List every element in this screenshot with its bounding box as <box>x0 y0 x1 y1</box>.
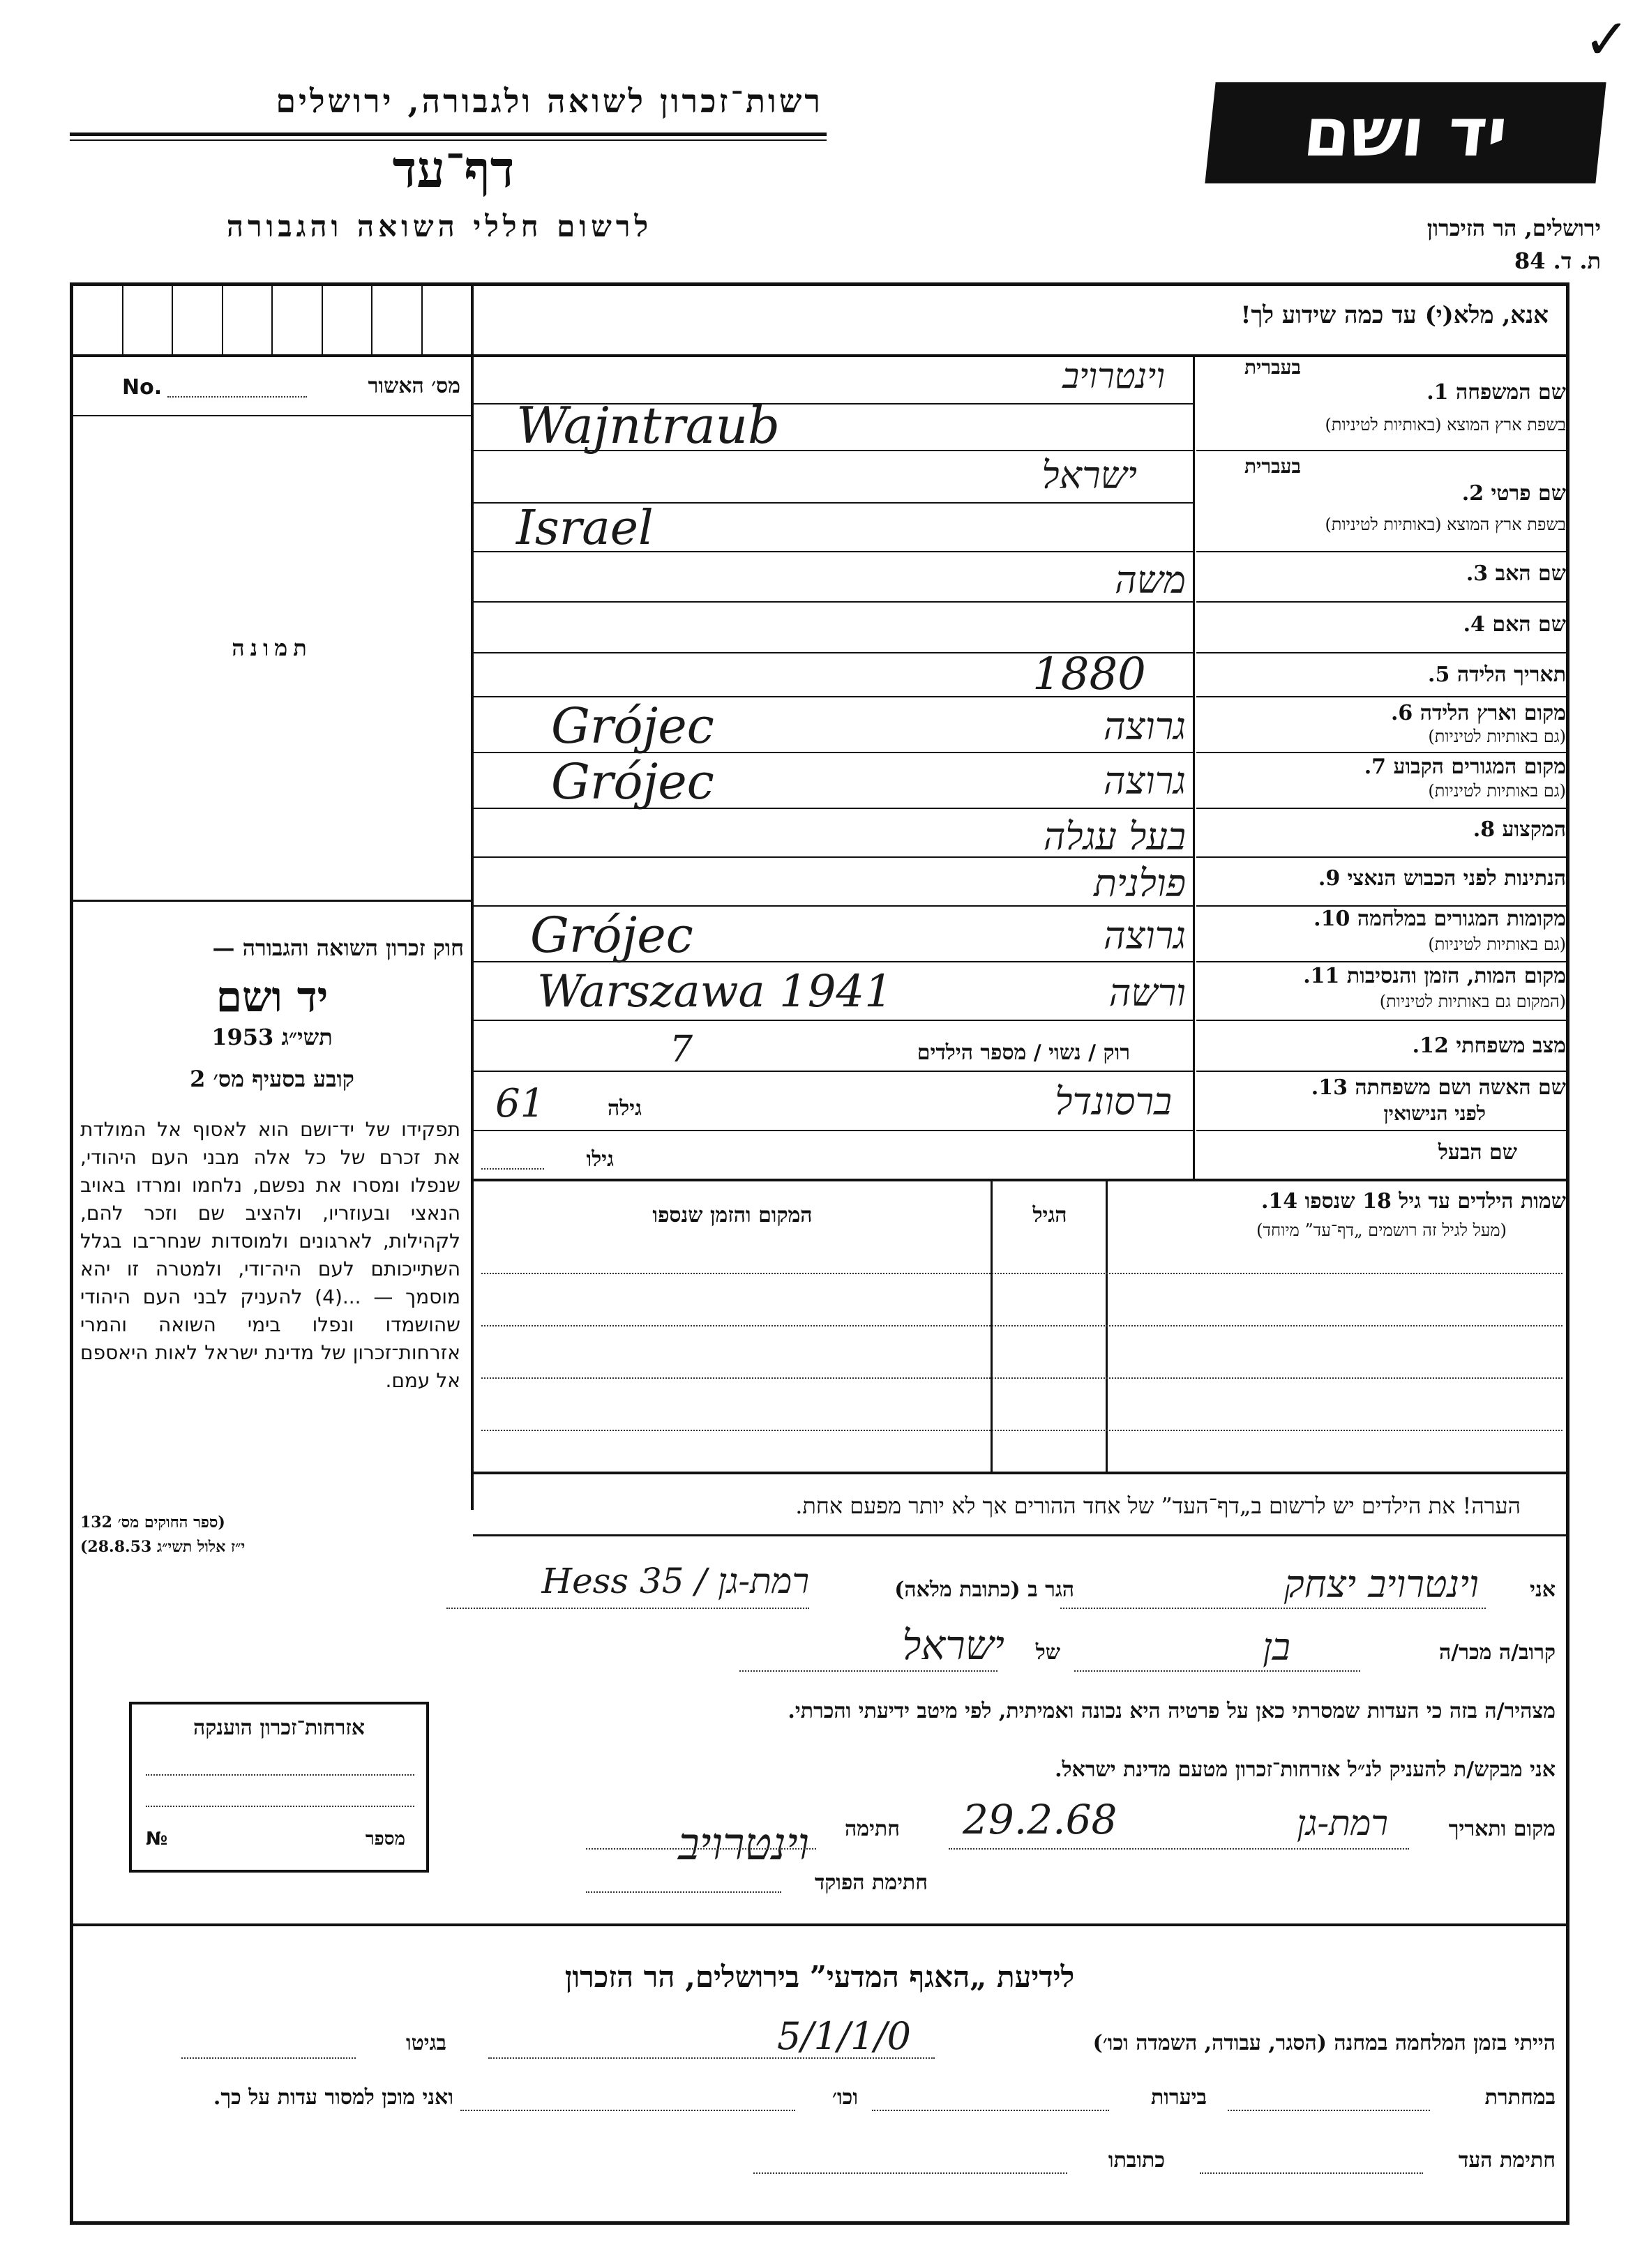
value-rule-11 <box>473 1020 1193 1021</box>
children-row-4[interactable] <box>481 1430 1563 1431</box>
footer-etc-label: וכו׳ <box>832 2085 858 2110</box>
children-top-rule <box>473 1179 1566 1181</box>
approval-no-label: No. <box>122 375 163 400</box>
family-name-hebrew[interactable]: וינטרויב <box>1062 356 1165 396</box>
decl-signature-label: חתימה <box>845 1817 900 1841</box>
row-rule-12 <box>1196 1071 1566 1072</box>
decl-of-label: של <box>1035 1640 1060 1665</box>
decl-place-date-line <box>949 1848 1409 1850</box>
decl-i-value[interactable]: וינטרויב יצחק <box>1283 1562 1479 1606</box>
row-rule-11 <box>1196 1020 1566 1021</box>
death-place-hebrew[interactable]: ורשה <box>1108 971 1186 1015</box>
row-rule-3 <box>1196 601 1566 603</box>
row-rule-10 <box>1196 961 1566 962</box>
children-label: שמות הילדים עד גיל 18 שנספו 14. <box>1260 1189 1566 1214</box>
row-rule-1 <box>1196 450 1566 451</box>
birth-date[interactable]: 1880 <box>1032 649 1146 700</box>
row-rule-7 <box>1196 808 1566 809</box>
photo-bottom-rule <box>73 900 471 902</box>
yad-vashem-logo <box>1205 82 1606 183</box>
birth-place-hebrew[interactable]: גרוצה <box>1103 704 1186 748</box>
row-rule-4 <box>1196 652 1566 653</box>
footer-witness-sig-label: חתימת העד <box>1458 2148 1556 2172</box>
decl-officer-label: חתימת הפוקד <box>814 1870 928 1895</box>
field-10-label: מקומות המגורים במלחמה 10. <box>1313 907 1566 931</box>
wife-age[interactable]: 61 <box>495 1081 545 1126</box>
note-text: הערה! את הילדים יש לרשום ב„דף־העד” של אחד ההורים אך לא יותר מפעם אחת. <box>795 1492 1521 1519</box>
approval-rule <box>73 415 471 416</box>
children-row-3[interactable] <box>481 1377 1563 1379</box>
decl-of-value[interactable]: ישראל <box>902 1621 1004 1669</box>
value-rule-12 <box>473 1071 1193 1072</box>
decl-statement-1: מצהיר/ה בזה כי העדות שמסרתי כאן על פרטיה היא נכונה ואמיתית, לפי מיטב ידיעתי והכרתי. <box>788 1699 1556 1723</box>
wife-name[interactable]: ברסונדל <box>1055 1080 1172 1124</box>
row-rule-8 <box>1196 856 1566 858</box>
approval-label: מס׳ האשור <box>368 374 460 398</box>
label-column-divider <box>1193 356 1195 1179</box>
decl-date-value[interactable]: 29.2.68 <box>963 1796 1117 1843</box>
row-rule-2 <box>1196 551 1566 552</box>
first-name-hebrew[interactable]: ישראל <box>1041 453 1137 497</box>
family-name-latin[interactable]: Wajntraub <box>516 396 781 455</box>
field-11-sub: (המקום גם באותיות לטיניות) <box>1379 992 1566 1011</box>
footer-heading: לידיעת „האגף המדעי” בירושלים, הר הזכרון <box>564 1960 1075 1994</box>
field-9-label: הנתינות לפני הכבוש הנאצי 9. <box>1318 866 1566 891</box>
decl-place-value[interactable]: רמת-גן <box>1297 1803 1388 1843</box>
citizenship[interactable]: פולנית <box>1093 861 1186 905</box>
residence-hebrew[interactable]: גרוצה <box>1103 759 1186 803</box>
father-name[interactable]: משה <box>1115 558 1186 602</box>
field-6-sub: (גם באותיות לטיניות) <box>1428 727 1566 746</box>
field-7-sub: (גם באותיות לטיניות) <box>1428 781 1566 801</box>
address-line: ירושלים, הר הזיכרון <box>1426 215 1601 241</box>
decl-signature-value[interactable]: וינטרויב <box>677 1819 809 1870</box>
footer-etc-line[interactable] <box>460 2110 795 2111</box>
decl-relative-value[interactable]: בן <box>1263 1625 1290 1669</box>
citizenship-no-label: № <box>146 1829 168 1850</box>
code-boxes <box>73 286 471 356</box>
footer-ghetto-line[interactable] <box>181 2057 356 2059</box>
decl-relative-line <box>1074 1670 1360 1672</box>
footer-address-line[interactable] <box>753 2172 1067 2174</box>
field-1-hebrew-tag: בעברית <box>1244 356 1301 379</box>
org-line: רשות־זכרון לשואה ולגבורה, ירושלים <box>276 82 823 120</box>
field-2-sub: בשפת ארץ המוצא (באותיות לטיניות) <box>1325 515 1566 534</box>
decl-officer-line <box>586 1891 781 1893</box>
decl-signature-line <box>586 1848 816 1850</box>
children-row-1[interactable] <box>481 1273 1563 1274</box>
death-place-latin[interactable]: Warszawa 1941 <box>537 966 893 1018</box>
form-subtitle: לרשום חללי השואה והגבורה <box>226 209 653 243</box>
photo-label: תמונה <box>232 635 313 661</box>
profession[interactable]: בעל עגלה <box>1043 815 1186 859</box>
field-13-sub: לפני הנישואין <box>1383 1102 1486 1125</box>
marital-status-options: רוק / נשוי / מספר הילדים <box>917 1041 1130 1065</box>
field-2-hebrew-tag: בעברית <box>1244 455 1301 478</box>
field-1-sub: בשפת ארץ המוצא (באותיות לטיניות) <box>1325 415 1566 434</box>
po-box: ת. ד. 84 <box>1514 248 1601 274</box>
children-row-2[interactable] <box>481 1325 1563 1326</box>
footer-top-rule <box>73 1923 1566 1926</box>
law-name: יד ושם <box>216 973 329 1022</box>
decl-of-line <box>739 1670 997 1672</box>
field-2-label: שם פרטי 2. <box>1461 481 1566 506</box>
footer-ghetto-label: בגיטו <box>405 2031 446 2055</box>
children-bottom-rule <box>473 1472 1566 1474</box>
husband-age-field[interactable] <box>481 1168 544 1170</box>
decl-address-line <box>446 1608 809 1609</box>
footer-address-label: כתובתו <box>1108 2148 1165 2172</box>
field-13-label: שם האשה ושם משפחתה 13. <box>1311 1075 1566 1100</box>
top-row-rule <box>73 354 1566 357</box>
header-rule-1 <box>70 133 827 136</box>
children-count[interactable]: 7 <box>670 1029 693 1071</box>
law-year: תשי״ג 1953 <box>211 1024 333 1050</box>
field-12-label: מצב משפחתי 12. <box>1412 1034 1566 1058</box>
approval-number-field[interactable] <box>167 396 307 398</box>
footer-ready-label: ואני מוכן למסור עדות על כך. <box>213 2085 453 2110</box>
field-6-label: מקום וארץ הלידה 6. <box>1390 701 1566 725</box>
citizenship-title: אזרחות־זכרון הוענקה <box>193 1716 366 1740</box>
footer-forests-line[interactable] <box>872 2110 1109 2111</box>
law-ref-2: י״ז אלול תשי״ג 28.8.53) <box>80 1538 246 1556</box>
wife-age-label: גילה <box>607 1096 642 1121</box>
footer-camp-line <box>488 2057 935 2059</box>
decl-i-line <box>1060 1608 1486 1609</box>
decl-statement-2: אני מבקש/ת להעניק לנ״ל אזרחות־זכרון מטעם מדינת ישראל. <box>1055 1757 1556 1782</box>
war-residence-latin[interactable]: Grójec <box>530 907 693 964</box>
value-rule-13 <box>473 1130 1193 1131</box>
citizenship-box <box>129 1702 429 1873</box>
citizenship-number-label: מספר <box>365 1829 405 1850</box>
law-clause: קובע בסעיף מס׳ 2 <box>190 1066 354 1092</box>
row-rule-6 <box>1196 752 1566 753</box>
field-8-label: המקצוע 8. <box>1473 817 1566 842</box>
decl-address-label: הגר ב (כתובת מלאה) <box>894 1578 1074 1602</box>
instruction-text: אנא, מלא(י) עד כמה שידוע לך! <box>1240 301 1549 329</box>
field-10-sub: (גם באותיות לטיניות) <box>1428 935 1566 954</box>
note-bottom-rule <box>473 1534 1566 1536</box>
decl-i-label: אני <box>1530 1578 1556 1602</box>
first-name-latin[interactable]: Israel <box>516 501 654 556</box>
children-sub: (מעל לגיל זה רושמים „דף־עד” מיוחד) <box>1256 1220 1507 1240</box>
footer-witness-sig-line[interactable] <box>1200 2172 1423 2174</box>
husband-age-label: גילו <box>586 1147 614 1172</box>
row-rule-5 <box>1196 696 1566 697</box>
law-text: תפקידו של יד־ושם הוא לאסוף אל המולדת את זכרם של כל אלה מבני העם היהודי, שנפלו ומסרו את נפשם, נלחמו ומרדו באויב הנאצי ובעוזריו, ולהציב שם וזכר להם, לקהילות, לארגונים ולמוסדות שנחר־בו בגלל השתייכותם לעם היה־ודי, ולמטרה זו יהא מוסמך — ...(4) להעניק לבני העם היהודי שהושמדו ונפלו בימי השואה והמרי אזרחות־זכרון של מדינת ישראל לאות היאספם אל עמם. <box>80 1118 460 1392</box>
footer-underground-label: במחתרת <box>1484 2085 1556 2110</box>
decl-relative-label: קרוב/ה מכר/ה <box>1439 1640 1556 1665</box>
field-4-label: שם האם 4. <box>1463 612 1566 637</box>
footer-camp-value[interactable]: 5/1/1/0 <box>776 2014 911 2058</box>
field-5-label: תאריך הלידה 5. <box>1428 663 1566 687</box>
check-mark: ✓ <box>1583 7 1631 72</box>
row-rule-13 <box>1196 1130 1566 1131</box>
field-1-label: שם המשפחה 1. <box>1426 380 1566 405</box>
footer-camp-label: הייתי בזמן המלחמה במחנה (הסגר, עבודה, השמדה וכו׳) <box>1092 2031 1556 2055</box>
law-ref-1: (ספר החוקים מס׳ 132 <box>80 1513 225 1532</box>
law-heading: חוק זכרון השואה והגבורה — <box>212 935 464 961</box>
field-7-label: מקום המגורים הקבוע 7. <box>1364 755 1566 779</box>
field-3-label: שם האב 3. <box>1466 561 1566 586</box>
decl-address-value[interactable]: רמת-גן / 35 Hess <box>541 1561 809 1601</box>
war-residence-hebrew[interactable]: גרוצה <box>1103 914 1186 958</box>
husband-name-label: שם הבעל <box>1438 1140 1517 1165</box>
footer-forests-label: ביערות <box>1150 2085 1207 2110</box>
footer-underground-line[interactable] <box>1228 2110 1430 2111</box>
logo-text: יד ושם <box>1300 93 1512 172</box>
col-age-header: הגיל <box>1032 1203 1067 1227</box>
field-11-label: מקום המות, הזמן והנסיבות 11. <box>1303 964 1566 988</box>
residence-latin[interactable]: Grójec <box>551 753 714 810</box>
birth-place-latin[interactable]: Grójec <box>551 697 714 755</box>
left-column-divider <box>471 286 474 1510</box>
decl-place-date-label: מקום ותאריך <box>1448 1817 1556 1841</box>
form-title: דף־עד <box>392 139 515 199</box>
col-place-header: המקום והזמן שנספו <box>652 1203 813 1227</box>
